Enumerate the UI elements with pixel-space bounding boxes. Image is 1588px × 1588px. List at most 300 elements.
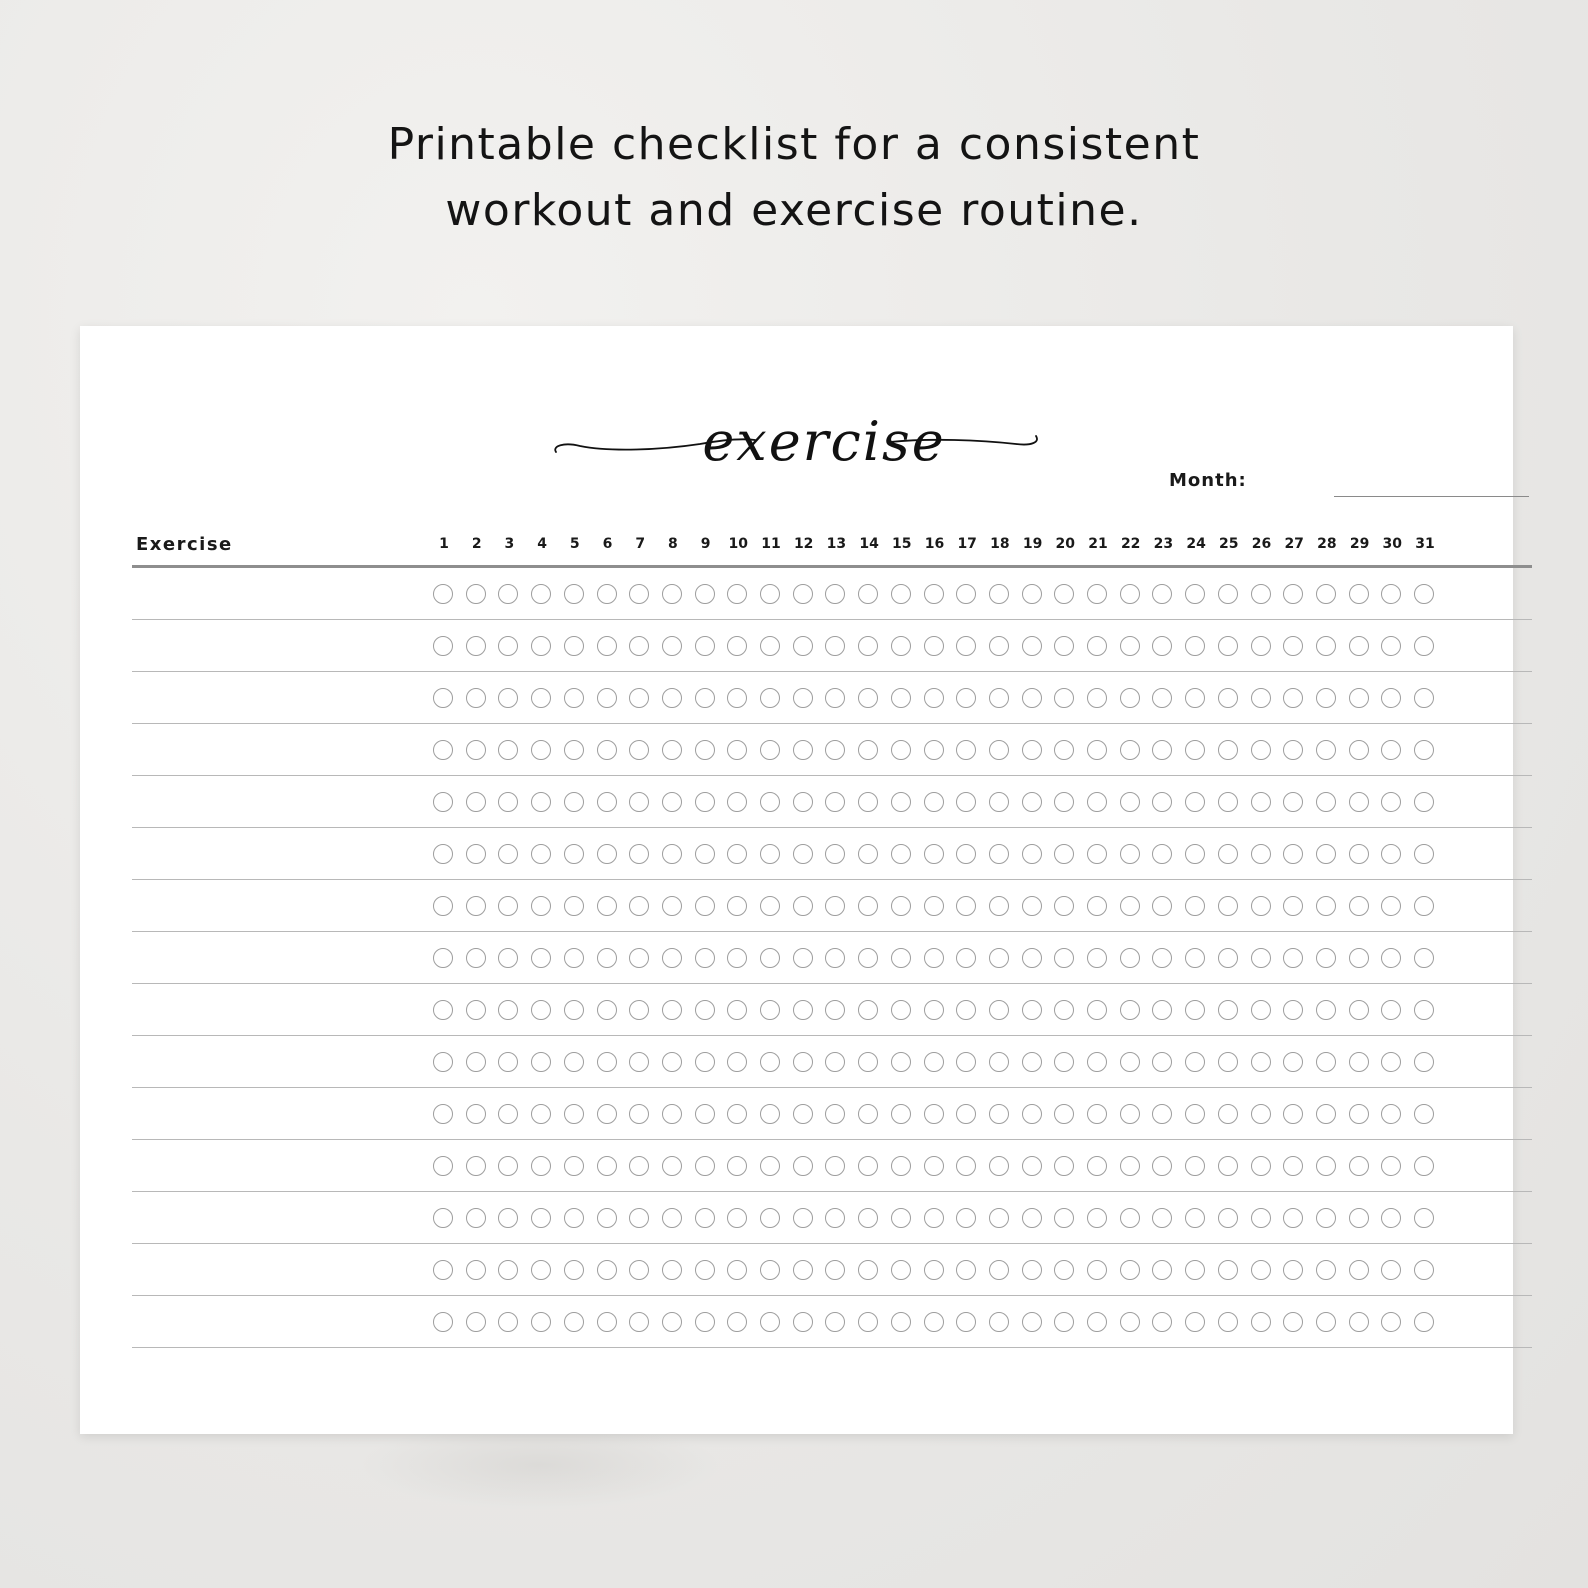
day-checkbox-4[interactable] (531, 1156, 551, 1176)
day-checkbox-6[interactable] (597, 844, 617, 864)
day-checkbox-4[interactable] (531, 1104, 551, 1124)
day-checkbox-9[interactable] (695, 1052, 715, 1072)
day-checkbox-17[interactable] (956, 1208, 976, 1228)
day-checkbox-21[interactable] (1087, 740, 1107, 760)
day-checkbox-1[interactable] (433, 948, 453, 968)
day-checkbox-30[interactable] (1381, 636, 1401, 656)
day-checkbox-27[interactable] (1283, 792, 1303, 812)
day-checkbox-1[interactable] (433, 896, 453, 916)
day-checkbox-30[interactable] (1381, 1052, 1401, 1072)
day-checkbox-5[interactable] (564, 1104, 584, 1124)
day-checkbox-14[interactable] (858, 1104, 878, 1124)
day-checkbox-26[interactable] (1251, 636, 1271, 656)
exercise-name-field[interactable] (138, 890, 418, 920)
day-checkbox-9[interactable] (695, 740, 715, 760)
day-checkbox-19[interactable] (1022, 948, 1042, 968)
day-checkbox-3[interactable] (498, 844, 518, 864)
day-checkbox-24[interactable] (1185, 584, 1205, 604)
exercise-name-field[interactable] (138, 1202, 418, 1232)
day-checkbox-19[interactable] (1022, 1208, 1042, 1228)
day-checkbox-27[interactable] (1283, 740, 1303, 760)
day-checkbox-13[interactable] (825, 844, 845, 864)
day-checkbox-14[interactable] (858, 948, 878, 968)
day-checkbox-22[interactable] (1120, 1156, 1140, 1176)
day-checkbox-18[interactable] (989, 792, 1009, 812)
day-checkbox-20[interactable] (1054, 1312, 1074, 1332)
day-checkbox-15[interactable] (891, 1156, 911, 1176)
day-checkbox-26[interactable] (1251, 584, 1271, 604)
day-checkbox-14[interactable] (858, 844, 878, 864)
day-checkbox-22[interactable] (1120, 584, 1140, 604)
day-checkbox-29[interactable] (1349, 1000, 1369, 1020)
day-checkbox-3[interactable] (498, 792, 518, 812)
day-checkbox-15[interactable] (891, 1208, 911, 1228)
day-checkbox-22[interactable] (1120, 740, 1140, 760)
day-checkbox-11[interactable] (760, 896, 780, 916)
day-checkbox-1[interactable] (433, 584, 453, 604)
day-checkbox-31[interactable] (1414, 1000, 1434, 1020)
day-checkbox-27[interactable] (1283, 1260, 1303, 1280)
day-checkbox-4[interactable] (531, 740, 551, 760)
day-checkbox-3[interactable] (498, 948, 518, 968)
day-checkbox-28[interactable] (1316, 948, 1336, 968)
day-checkbox-9[interactable] (695, 1000, 715, 1020)
day-checkbox-22[interactable] (1120, 688, 1140, 708)
day-checkbox-1[interactable] (433, 636, 453, 656)
day-checkbox-24[interactable] (1185, 1260, 1205, 1280)
day-checkbox-21[interactable] (1087, 584, 1107, 604)
day-checkbox-2[interactable] (466, 1052, 486, 1072)
day-checkbox-10[interactable] (727, 1104, 747, 1124)
day-checkbox-23[interactable] (1152, 688, 1172, 708)
day-checkbox-25[interactable] (1218, 1312, 1238, 1332)
day-checkbox-17[interactable] (956, 1052, 976, 1072)
day-checkbox-17[interactable] (956, 636, 976, 656)
day-checkbox-18[interactable] (989, 1000, 1009, 1020)
day-checkbox-13[interactable] (825, 1208, 845, 1228)
day-checkbox-27[interactable] (1283, 1052, 1303, 1072)
day-checkbox-3[interactable] (498, 1156, 518, 1176)
day-checkbox-11[interactable] (760, 1312, 780, 1332)
day-checkbox-27[interactable] (1283, 584, 1303, 604)
day-checkbox-23[interactable] (1152, 1208, 1172, 1228)
day-checkbox-13[interactable] (825, 1104, 845, 1124)
day-checkbox-25[interactable] (1218, 688, 1238, 708)
day-checkbox-28[interactable] (1316, 844, 1336, 864)
day-checkbox-11[interactable] (760, 688, 780, 708)
day-checkbox-30[interactable] (1381, 896, 1401, 916)
day-checkbox-4[interactable] (531, 896, 551, 916)
day-checkbox-29[interactable] (1349, 1156, 1369, 1176)
day-checkbox-30[interactable] (1381, 792, 1401, 812)
day-checkbox-7[interactable] (629, 1260, 649, 1280)
day-checkbox-13[interactable] (825, 792, 845, 812)
day-checkbox-27[interactable] (1283, 844, 1303, 864)
day-checkbox-10[interactable] (727, 688, 747, 708)
day-checkbox-13[interactable] (825, 1052, 845, 1072)
day-checkbox-5[interactable] (564, 1052, 584, 1072)
day-checkbox-11[interactable] (760, 636, 780, 656)
day-checkbox-10[interactable] (727, 1312, 747, 1332)
day-checkbox-1[interactable] (433, 1312, 453, 1332)
day-checkbox-29[interactable] (1349, 1260, 1369, 1280)
day-checkbox-25[interactable] (1218, 740, 1238, 760)
day-checkbox-9[interactable] (695, 1312, 715, 1332)
day-checkbox-19[interactable] (1022, 1104, 1042, 1124)
day-checkbox-29[interactable] (1349, 636, 1369, 656)
day-checkbox-30[interactable] (1381, 948, 1401, 968)
day-checkbox-8[interactable] (662, 844, 682, 864)
day-checkbox-9[interactable] (695, 584, 715, 604)
day-checkbox-2[interactable] (466, 948, 486, 968)
day-checkbox-12[interactable] (793, 896, 813, 916)
day-checkbox-23[interactable] (1152, 948, 1172, 968)
day-checkbox-31[interactable] (1414, 688, 1434, 708)
day-checkbox-15[interactable] (891, 688, 911, 708)
day-checkbox-13[interactable] (825, 688, 845, 708)
day-checkbox-20[interactable] (1054, 1208, 1074, 1228)
day-checkbox-1[interactable] (433, 792, 453, 812)
day-checkbox-10[interactable] (727, 584, 747, 604)
day-checkbox-8[interactable] (662, 948, 682, 968)
day-checkbox-31[interactable] (1414, 948, 1434, 968)
day-checkbox-26[interactable] (1251, 1052, 1271, 1072)
day-checkbox-11[interactable] (760, 844, 780, 864)
day-checkbox-19[interactable] (1022, 1156, 1042, 1176)
day-checkbox-15[interactable] (891, 1312, 911, 1332)
day-checkbox-31[interactable] (1414, 896, 1434, 916)
day-checkbox-31[interactable] (1414, 1052, 1434, 1072)
day-checkbox-15[interactable] (891, 636, 911, 656)
day-checkbox-14[interactable] (858, 1156, 878, 1176)
day-checkbox-5[interactable] (564, 1156, 584, 1176)
day-checkbox-30[interactable] (1381, 1312, 1401, 1332)
day-checkbox-24[interactable] (1185, 948, 1205, 968)
day-checkbox-2[interactable] (466, 636, 486, 656)
day-checkbox-26[interactable] (1251, 1104, 1271, 1124)
day-checkbox-8[interactable] (662, 1156, 682, 1176)
day-checkbox-12[interactable] (793, 584, 813, 604)
day-checkbox-29[interactable] (1349, 792, 1369, 812)
day-checkbox-25[interactable] (1218, 792, 1238, 812)
day-checkbox-8[interactable] (662, 1260, 682, 1280)
day-checkbox-9[interactable] (695, 948, 715, 968)
day-checkbox-18[interactable] (989, 636, 1009, 656)
day-checkbox-24[interactable] (1185, 740, 1205, 760)
day-checkbox-24[interactable] (1185, 844, 1205, 864)
day-checkbox-9[interactable] (695, 1104, 715, 1124)
day-checkbox-5[interactable] (564, 1312, 584, 1332)
day-checkbox-15[interactable] (891, 948, 911, 968)
day-checkbox-20[interactable] (1054, 1260, 1074, 1280)
day-checkbox-4[interactable] (531, 1208, 551, 1228)
day-checkbox-6[interactable] (597, 1000, 617, 1020)
day-checkbox-24[interactable] (1185, 636, 1205, 656)
day-checkbox-23[interactable] (1152, 1104, 1172, 1124)
day-checkbox-30[interactable] (1381, 1260, 1401, 1280)
exercise-name-field[interactable] (138, 942, 418, 972)
day-checkbox-27[interactable] (1283, 1104, 1303, 1124)
exercise-name-field[interactable] (138, 1098, 418, 1128)
month-input-line[interactable] (1334, 496, 1529, 497)
day-checkbox-3[interactable] (498, 584, 518, 604)
day-checkbox-4[interactable] (531, 948, 551, 968)
day-checkbox-22[interactable] (1120, 1104, 1140, 1124)
day-checkbox-31[interactable] (1414, 1156, 1434, 1176)
day-checkbox-21[interactable] (1087, 792, 1107, 812)
day-checkbox-23[interactable] (1152, 896, 1172, 916)
day-checkbox-27[interactable] (1283, 688, 1303, 708)
day-checkbox-20[interactable] (1054, 584, 1074, 604)
day-checkbox-2[interactable] (466, 896, 486, 916)
day-checkbox-9[interactable] (695, 792, 715, 812)
day-checkbox-12[interactable] (793, 792, 813, 812)
day-checkbox-27[interactable] (1283, 1208, 1303, 1228)
day-checkbox-2[interactable] (466, 1104, 486, 1124)
day-checkbox-24[interactable] (1185, 1156, 1205, 1176)
day-checkbox-6[interactable] (597, 896, 617, 916)
exercise-name-field[interactable] (138, 1254, 418, 1284)
day-checkbox-26[interactable] (1251, 844, 1271, 864)
day-checkbox-7[interactable] (629, 1208, 649, 1228)
day-checkbox-25[interactable] (1218, 1156, 1238, 1176)
day-checkbox-4[interactable] (531, 1052, 551, 1072)
day-checkbox-2[interactable] (466, 844, 486, 864)
day-checkbox-30[interactable] (1381, 740, 1401, 760)
day-checkbox-19[interactable] (1022, 896, 1042, 916)
day-checkbox-12[interactable] (793, 636, 813, 656)
day-checkbox-2[interactable] (466, 1208, 486, 1228)
exercise-name-field[interactable] (138, 1306, 418, 1336)
day-checkbox-13[interactable] (825, 636, 845, 656)
day-checkbox-21[interactable] (1087, 636, 1107, 656)
day-checkbox-21[interactable] (1087, 1260, 1107, 1280)
day-checkbox-31[interactable] (1414, 1260, 1434, 1280)
day-checkbox-13[interactable] (825, 584, 845, 604)
day-checkbox-29[interactable] (1349, 688, 1369, 708)
day-checkbox-10[interactable] (727, 1156, 747, 1176)
day-checkbox-19[interactable] (1022, 1052, 1042, 1072)
day-checkbox-22[interactable] (1120, 1000, 1140, 1020)
day-checkbox-21[interactable] (1087, 1104, 1107, 1124)
day-checkbox-23[interactable] (1152, 792, 1172, 812)
day-checkbox-28[interactable] (1316, 1260, 1336, 1280)
day-checkbox-10[interactable] (727, 844, 747, 864)
day-checkbox-5[interactable] (564, 740, 584, 760)
day-checkbox-5[interactable] (564, 1208, 584, 1228)
day-checkbox-27[interactable] (1283, 948, 1303, 968)
day-checkbox-16[interactable] (924, 1312, 944, 1332)
day-checkbox-2[interactable] (466, 584, 486, 604)
day-checkbox-16[interactable] (924, 584, 944, 604)
day-checkbox-18[interactable] (989, 1208, 1009, 1228)
day-checkbox-15[interactable] (891, 1260, 911, 1280)
day-checkbox-5[interactable] (564, 896, 584, 916)
day-checkbox-20[interactable] (1054, 636, 1074, 656)
day-checkbox-28[interactable] (1316, 1312, 1336, 1332)
day-checkbox-9[interactable] (695, 688, 715, 708)
day-checkbox-23[interactable] (1152, 1000, 1172, 1020)
day-checkbox-30[interactable] (1381, 1104, 1401, 1124)
day-checkbox-5[interactable] (564, 1000, 584, 1020)
day-checkbox-3[interactable] (498, 1052, 518, 1072)
day-checkbox-25[interactable] (1218, 896, 1238, 916)
day-checkbox-6[interactable] (597, 1260, 617, 1280)
day-checkbox-7[interactable] (629, 636, 649, 656)
day-checkbox-7[interactable] (629, 584, 649, 604)
day-checkbox-20[interactable] (1054, 688, 1074, 708)
day-checkbox-16[interactable] (924, 688, 944, 708)
day-checkbox-9[interactable] (695, 1260, 715, 1280)
day-checkbox-11[interactable] (760, 1104, 780, 1124)
day-checkbox-3[interactable] (498, 1208, 518, 1228)
day-checkbox-11[interactable] (760, 948, 780, 968)
day-checkbox-21[interactable] (1087, 1052, 1107, 1072)
day-checkbox-23[interactable] (1152, 844, 1172, 864)
day-checkbox-18[interactable] (989, 948, 1009, 968)
day-checkbox-12[interactable] (793, 1000, 813, 1020)
day-checkbox-9[interactable] (695, 1208, 715, 1228)
day-checkbox-9[interactable] (695, 1156, 715, 1176)
day-checkbox-11[interactable] (760, 1000, 780, 1020)
day-checkbox-29[interactable] (1349, 844, 1369, 864)
day-checkbox-28[interactable] (1316, 1208, 1336, 1228)
day-checkbox-11[interactable] (760, 740, 780, 760)
day-checkbox-8[interactable] (662, 740, 682, 760)
day-checkbox-28[interactable] (1316, 636, 1336, 656)
day-checkbox-1[interactable] (433, 1156, 453, 1176)
day-checkbox-16[interactable] (924, 740, 944, 760)
day-checkbox-21[interactable] (1087, 844, 1107, 864)
day-checkbox-18[interactable] (989, 1312, 1009, 1332)
day-checkbox-9[interactable] (695, 896, 715, 916)
day-checkbox-15[interactable] (891, 740, 911, 760)
day-checkbox-28[interactable] (1316, 896, 1336, 916)
day-checkbox-1[interactable] (433, 1104, 453, 1124)
day-checkbox-30[interactable] (1381, 584, 1401, 604)
day-checkbox-17[interactable] (956, 948, 976, 968)
day-checkbox-4[interactable] (531, 844, 551, 864)
day-checkbox-16[interactable] (924, 1104, 944, 1124)
exercise-name-field[interactable] (138, 1046, 418, 1076)
day-checkbox-7[interactable] (629, 1000, 649, 1020)
day-checkbox-6[interactable] (597, 636, 617, 656)
day-checkbox-4[interactable] (531, 792, 551, 812)
day-checkbox-24[interactable] (1185, 1104, 1205, 1124)
day-checkbox-12[interactable] (793, 1104, 813, 1124)
day-checkbox-8[interactable] (662, 1000, 682, 1020)
day-checkbox-17[interactable] (956, 688, 976, 708)
day-checkbox-31[interactable] (1414, 636, 1434, 656)
day-checkbox-16[interactable] (924, 1260, 944, 1280)
day-checkbox-24[interactable] (1185, 1312, 1205, 1332)
day-checkbox-7[interactable] (629, 1312, 649, 1332)
day-checkbox-21[interactable] (1087, 896, 1107, 916)
day-checkbox-17[interactable] (956, 1260, 976, 1280)
day-checkbox-29[interactable] (1349, 1104, 1369, 1124)
exercise-name-field[interactable] (138, 994, 418, 1024)
day-checkbox-24[interactable] (1185, 1052, 1205, 1072)
day-checkbox-14[interactable] (858, 688, 878, 708)
day-checkbox-16[interactable] (924, 948, 944, 968)
day-checkbox-23[interactable] (1152, 636, 1172, 656)
day-checkbox-20[interactable] (1054, 740, 1074, 760)
day-checkbox-27[interactable] (1283, 636, 1303, 656)
day-checkbox-28[interactable] (1316, 584, 1336, 604)
day-checkbox-26[interactable] (1251, 1208, 1271, 1228)
day-checkbox-20[interactable] (1054, 1104, 1074, 1124)
day-checkbox-21[interactable] (1087, 1312, 1107, 1332)
day-checkbox-6[interactable] (597, 1312, 617, 1332)
day-checkbox-10[interactable] (727, 896, 747, 916)
day-checkbox-13[interactable] (825, 1312, 845, 1332)
day-checkbox-25[interactable] (1218, 584, 1238, 604)
day-checkbox-9[interactable] (695, 844, 715, 864)
day-checkbox-13[interactable] (825, 740, 845, 760)
day-checkbox-2[interactable] (466, 1260, 486, 1280)
day-checkbox-4[interactable] (531, 1000, 551, 1020)
day-checkbox-12[interactable] (793, 844, 813, 864)
day-checkbox-17[interactable] (956, 1000, 976, 1020)
day-checkbox-24[interactable] (1185, 1208, 1205, 1228)
day-checkbox-10[interactable] (727, 1260, 747, 1280)
day-checkbox-4[interactable] (531, 636, 551, 656)
day-checkbox-19[interactable] (1022, 740, 1042, 760)
day-checkbox-26[interactable] (1251, 688, 1271, 708)
day-checkbox-20[interactable] (1054, 792, 1074, 812)
day-checkbox-6[interactable] (597, 1052, 617, 1072)
day-checkbox-21[interactable] (1087, 948, 1107, 968)
day-checkbox-23[interactable] (1152, 1156, 1172, 1176)
day-checkbox-30[interactable] (1381, 1156, 1401, 1176)
day-checkbox-17[interactable] (956, 844, 976, 864)
day-checkbox-8[interactable] (662, 896, 682, 916)
day-checkbox-23[interactable] (1152, 1312, 1172, 1332)
day-checkbox-22[interactable] (1120, 844, 1140, 864)
day-checkbox-25[interactable] (1218, 636, 1238, 656)
day-checkbox-7[interactable] (629, 688, 649, 708)
day-checkbox-18[interactable] (989, 1104, 1009, 1124)
day-checkbox-5[interactable] (564, 636, 584, 656)
day-checkbox-24[interactable] (1185, 1000, 1205, 1020)
day-checkbox-11[interactable] (760, 584, 780, 604)
day-checkbox-22[interactable] (1120, 636, 1140, 656)
day-checkbox-19[interactable] (1022, 1312, 1042, 1332)
day-checkbox-29[interactable] (1349, 584, 1369, 604)
day-checkbox-7[interactable] (629, 1156, 649, 1176)
day-checkbox-20[interactable] (1054, 1156, 1074, 1176)
day-checkbox-20[interactable] (1054, 896, 1074, 916)
day-checkbox-23[interactable] (1152, 1260, 1172, 1280)
day-checkbox-16[interactable] (924, 792, 944, 812)
day-checkbox-12[interactable] (793, 1208, 813, 1228)
exercise-name-field[interactable] (138, 578, 418, 608)
day-checkbox-5[interactable] (564, 688, 584, 708)
day-checkbox-21[interactable] (1087, 1000, 1107, 1020)
day-checkbox-27[interactable] (1283, 1312, 1303, 1332)
day-checkbox-5[interactable] (564, 792, 584, 812)
day-checkbox-8[interactable] (662, 1104, 682, 1124)
day-checkbox-3[interactable] (498, 896, 518, 916)
day-checkbox-31[interactable] (1414, 844, 1434, 864)
day-checkbox-25[interactable] (1218, 1208, 1238, 1228)
day-checkbox-22[interactable] (1120, 1208, 1140, 1228)
day-checkbox-20[interactable] (1054, 948, 1074, 968)
day-checkbox-28[interactable] (1316, 740, 1336, 760)
day-checkbox-31[interactable] (1414, 1208, 1434, 1228)
day-checkbox-16[interactable] (924, 896, 944, 916)
day-checkbox-9[interactable] (695, 636, 715, 656)
